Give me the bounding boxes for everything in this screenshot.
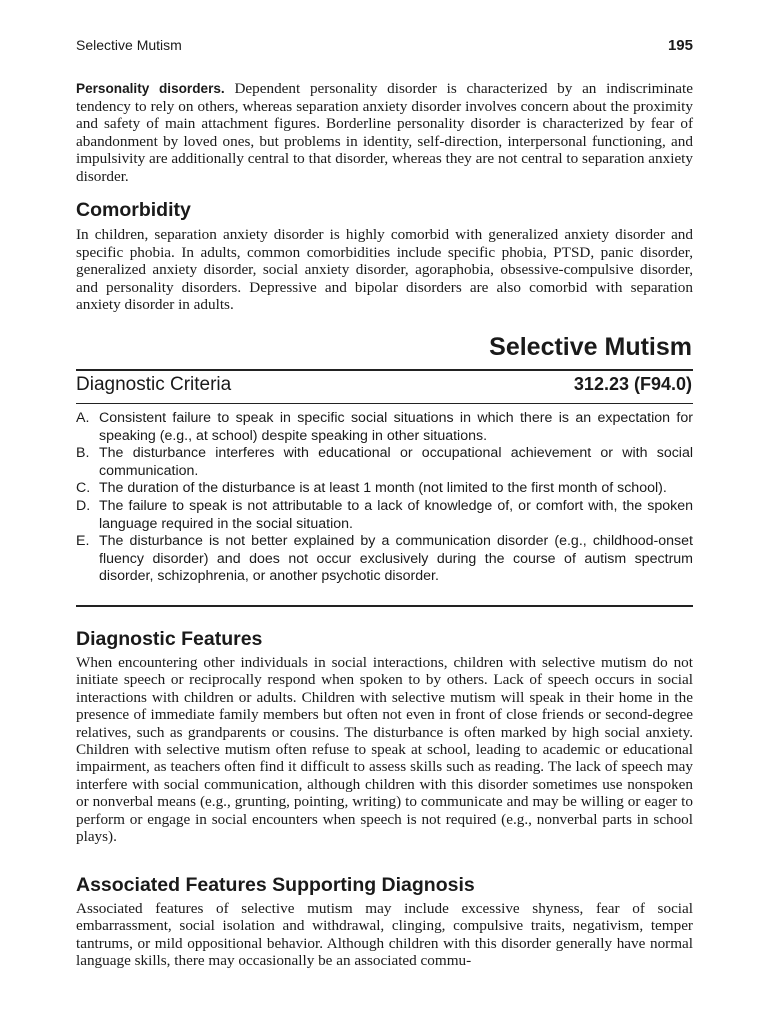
criterion-e bbox=[76, 533, 693, 586]
diagnostic-code: 312.23 (F94.0) bbox=[573, 374, 692, 394]
criterion-text: The duration of the disturbance is at least 1 month (not limited to the first month of school). bbox=[99, 480, 667, 497]
criterion-text: The failure to speak is not attributable to a lack of knowledge of, or comfort with, the spoken language required in the social situation. bbox=[99, 497, 693, 532]
diagnostic-criteria-heading: Diagnostic Criteria bbox=[76, 374, 232, 395]
page-number: 195 bbox=[667, 37, 693, 54]
comorbidity-paragraph: In children, separation anxiety disorder is highly comorbid with generalized anxiety disorder and specific phobia. In adults, common comorbidities include specific phobia, PTSD, panic disorder, generalized anxiety disorder, social anxiety disorder, agoraphobia, obsessive-compulsive disorder, and personality disorders. Depressive and bipolar disorders are also comorbid with separation anxiety disorder in adults. bbox=[76, 226, 693, 314]
criterion-b bbox=[76, 445, 693, 480]
personality-disorders-paragraph bbox=[76, 80, 693, 186]
criterion-d bbox=[76, 498, 693, 533]
running-header bbox=[76, 37, 693, 57]
diagnostic-features-paragraph: When encountering other individuals in social interactions, children with selective mutism do not initiate speech or reciprocally respond when spoken to by others. Lack of speech occurs in social interactions with children or adults. Children with selective mutism will speak in their home in the presence of immediate family members but often not even in front of close friends or second-degree relatives, such as grandparents or cousins. The disturbance is often marked by high social anxiety. Children with selective mutism often refuse to speak at school, leading to academic or educational impairment, as teachers often find it difficult to assess skills such as reading. The lack of speech may interfere with social communication, although children with this disorder sometimes use nonspoken or nonverbal means (e.g., grunting, pointing, writing) to communicate and may be willing or eager to perform or engage in social encounters when speech is not required (e.g., nonverbal parts in school plays). bbox=[76, 654, 693, 846]
associated-features-paragraph bbox=[76, 900, 693, 970]
criterion-letter: D. bbox=[76, 497, 91, 514]
associated-features-text: Associated features of selective mutism may include excessive shyness, fear of social embarrassment, social isolation and withdrawal, clinging, compulsive traits, negativism, temper tantrums, or mild oppositional behavior. Although children with this disorder generally have normal language skills, there may occasionally be an associated commu- bbox=[76, 900, 693, 970]
criteria-mid-rule bbox=[76, 403, 693, 404]
criteria-top-rule bbox=[76, 369, 693, 371]
criterion-a bbox=[76, 410, 693, 445]
associated-features-heading: Associated Features Supporting Diagnosis bbox=[76, 874, 475, 896]
criteria-list bbox=[76, 410, 693, 586]
criterion-text: The disturbance is not better explained by a communication disorder (e.g., childhood-onset fluency disorder) and does not occur exclusively during the course of autism spectrum disorder, schizophrenia, or another psychotic disorder. bbox=[99, 533, 693, 585]
criterion-c bbox=[76, 480, 693, 498]
criterion-letter: B. bbox=[76, 445, 90, 462]
personality-disorders-text: Dependent personality disorder is characterized by an indiscriminate tendency to rely on others, whereas separation anxiety disorder involves concern about the proximity and safety of main attachment figures. Borderline personality disorder is characterized by fear of abandonment by loved ones, but problems in identity, self-direction, interpersonal functioning, and impulsivity are additionally central to that disorder, whereas they are not central to separation anxiety disorder. bbox=[76, 80, 694, 185]
diagnostic-features-heading: Diagnostic Features bbox=[76, 628, 263, 650]
criterion-letter: A. bbox=[76, 410, 90, 426]
criterion-letter: E. bbox=[76, 533, 90, 550]
criterion-letter: C. bbox=[76, 480, 91, 497]
disorder-title: Selective Mutism bbox=[489, 333, 692, 361]
criterion-text: Consistent failure to speak in specific social situations in which there is an expectation for speaking (e.g., at school) despite speaking in other situations. bbox=[99, 410, 693, 444]
comorbidity-heading: Comorbidity bbox=[76, 199, 191, 221]
personality-disorders-lead: Personality disorders. bbox=[76, 81, 225, 96]
criterion-text: The disturbance interferes with educational or occupational achievement or with social communication. bbox=[99, 445, 693, 479]
running-header-title: Selective Mutism bbox=[76, 37, 182, 53]
criteria-bottom-rule bbox=[76, 605, 693, 607]
